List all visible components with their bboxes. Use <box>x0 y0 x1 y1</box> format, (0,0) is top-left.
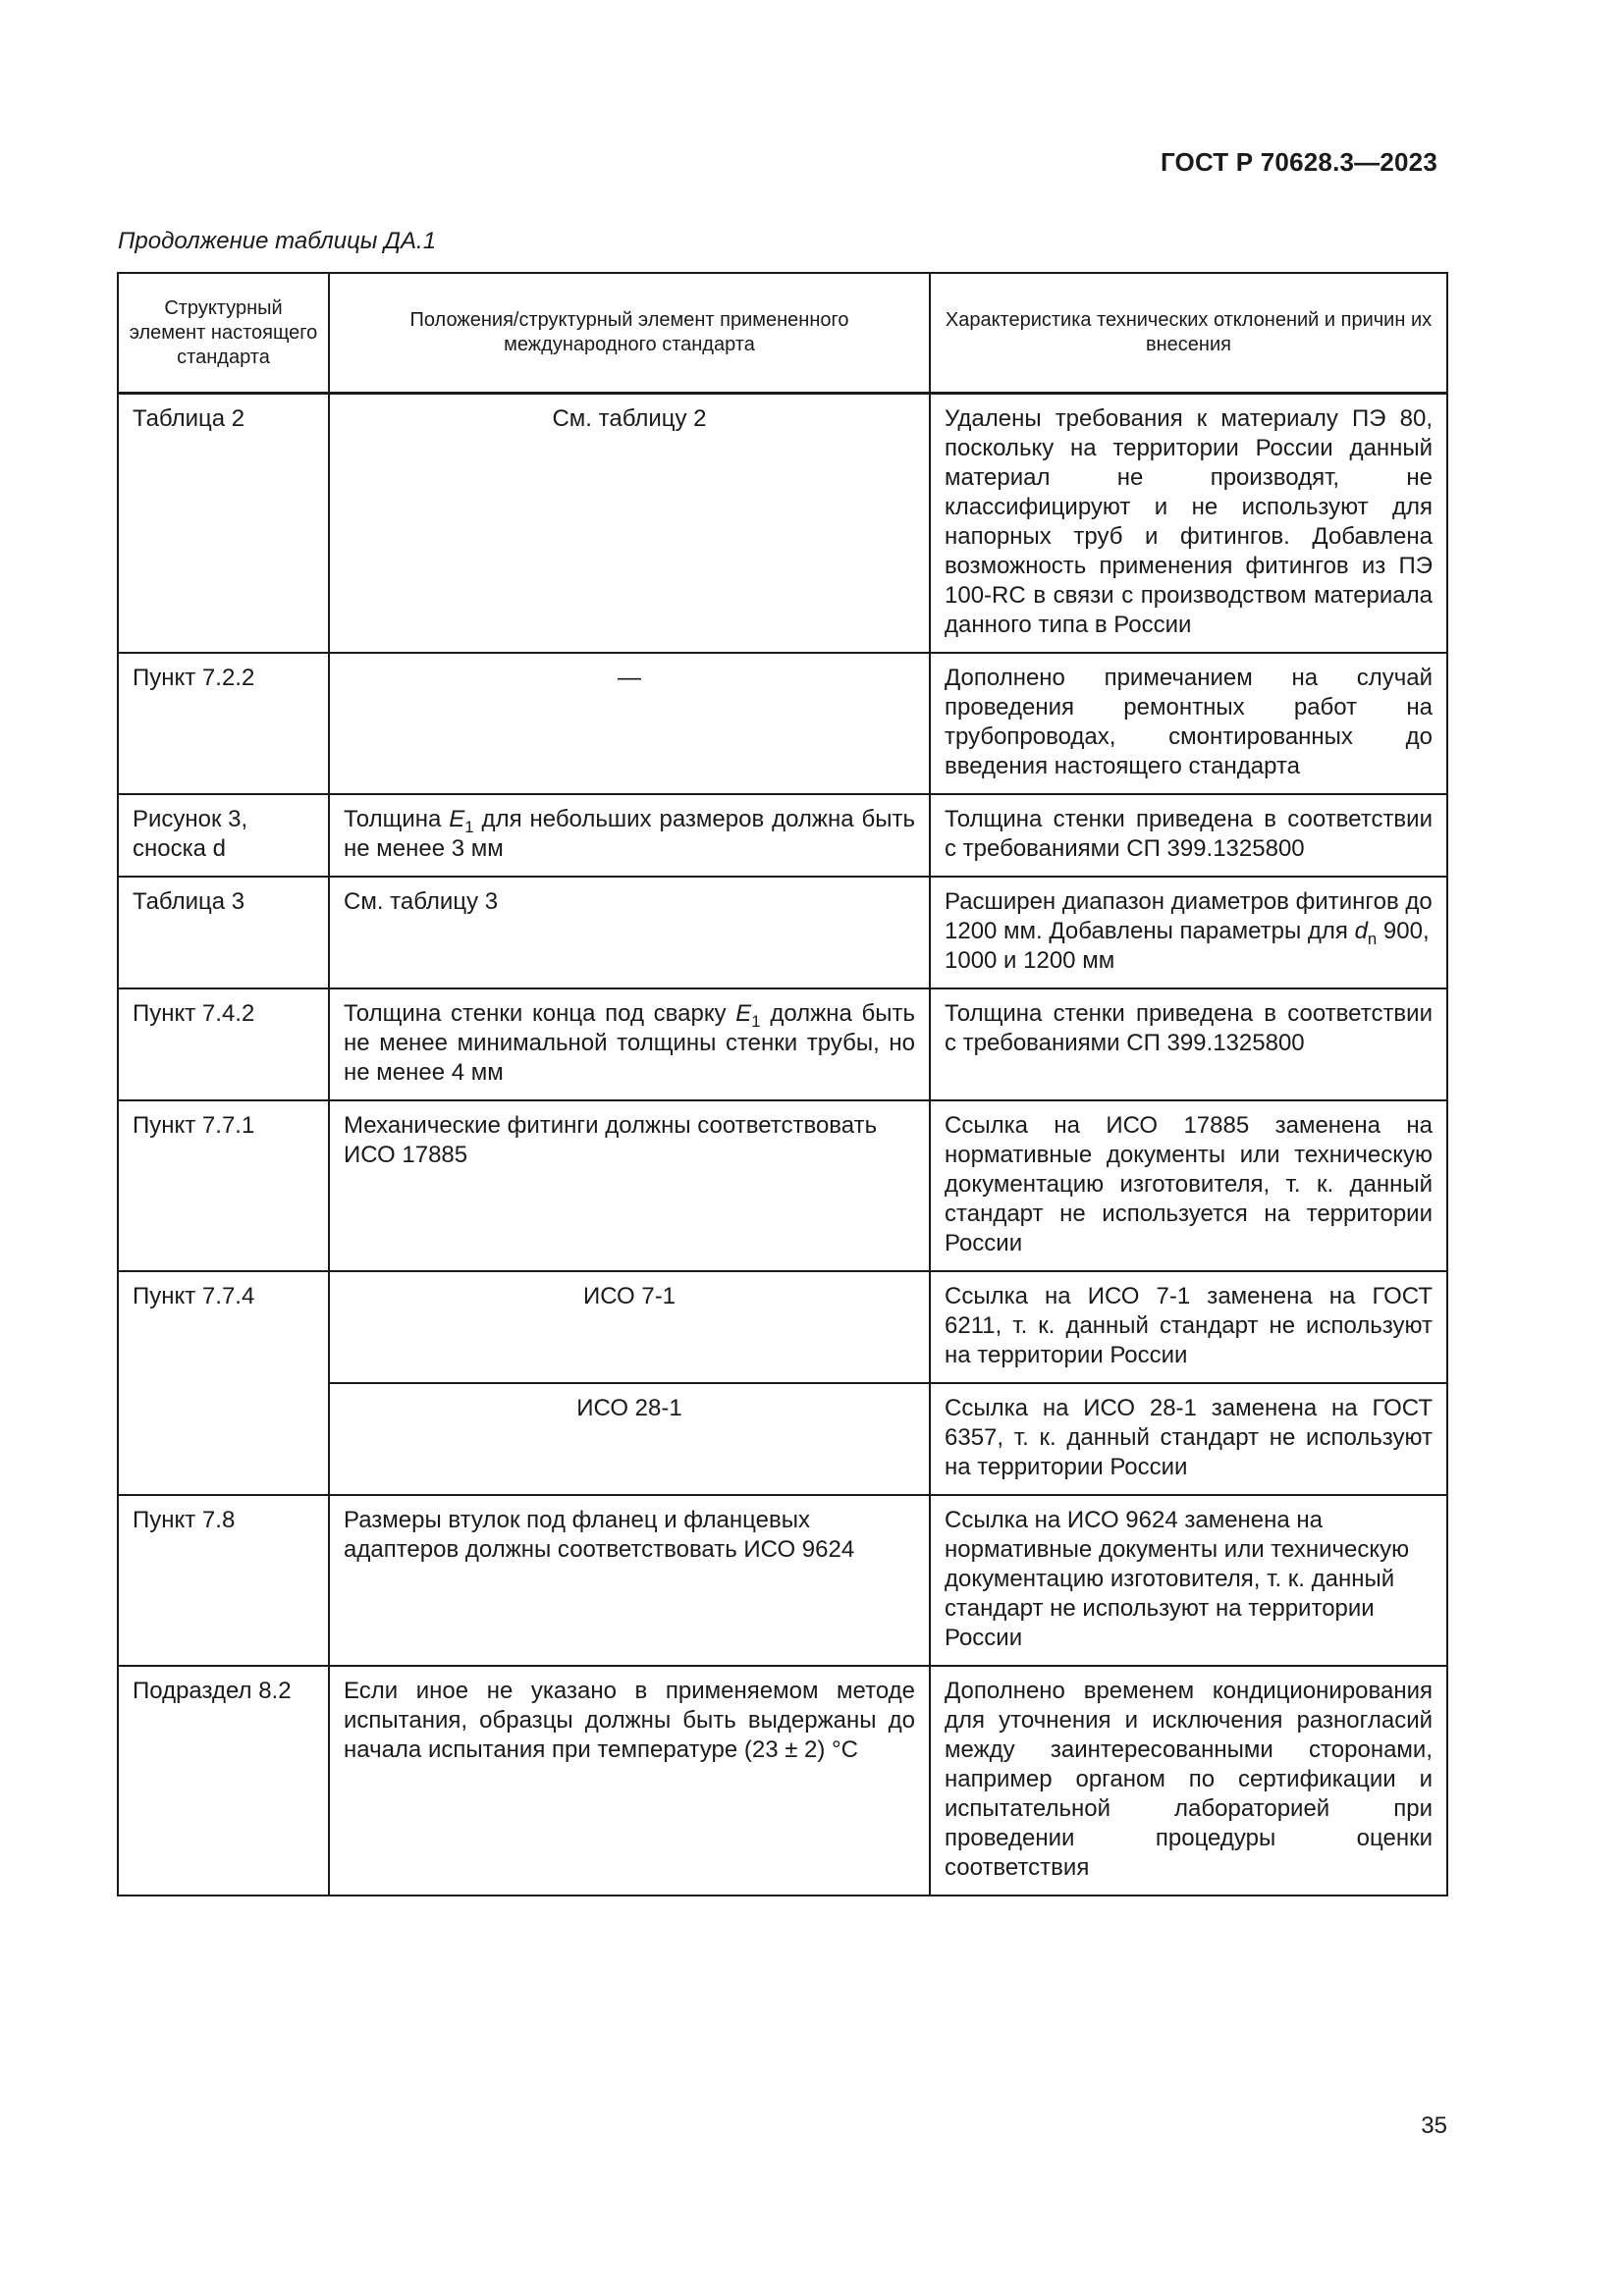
text-fragment: Толщина стенки конца под сварку <box>344 1000 736 1027</box>
table-row <box>118 1495 1447 1666</box>
cell-element: Рисунок 3, сноска d <box>118 794 329 877</box>
cell-provision: См. таблицу 2 <box>329 394 930 654</box>
header-structural-element: Структурный элемент настоящего стандарта <box>118 273 329 394</box>
cell-element: Таблица 3 <box>118 877 329 988</box>
cell-provision <box>329 794 930 877</box>
cell-element: Таблица 2 <box>118 394 329 654</box>
table-header <box>118 273 1447 394</box>
cell-provision: Размеры втулок под фланец и фланцевых адаптеров должны соответствовать ИСО 9624 <box>329 1495 930 1666</box>
symbol-subscript: 1 <box>464 817 474 836</box>
cell-description: Толщина стенки приведена в соответствии с требованиями СП 399.1325800 <box>930 988 1447 1100</box>
cell-description: Толщина стенки приведена в соответствии с требованиями СП 399.1325800 <box>930 794 1447 877</box>
table-row <box>118 1271 1447 1383</box>
symbol-subscript: n <box>1367 929 1378 948</box>
header-international-provision: Положения/структурный элемент примененного международного стандарта <box>329 273 930 394</box>
symbol-variable: E <box>735 1000 752 1027</box>
text-fragment: для небольших размеров должна быть не менее 3 мм <box>344 806 915 862</box>
header-deviation-description: Характеристика технических отклонений и причин их внесения <box>930 273 1447 394</box>
cell-provision: Если иное не указано в применяемом методе испытания, образцы должны быть выдержаны до начала испытания при температуре (23 ± 2) °С <box>329 1666 930 1896</box>
table-body <box>118 394 1447 1896</box>
cell-element: Пункт 7.7.4 <box>118 1271 329 1495</box>
cell-provision: ИСО 7-1 <box>329 1271 930 1383</box>
table-row <box>118 1100 1447 1271</box>
text-fragment: 900, 1000 и 1200 мм <box>945 918 1430 974</box>
table-row <box>118 653 1447 794</box>
cell-provision: — <box>329 653 930 794</box>
cell-element: Пункт 7.8 <box>118 1495 329 1666</box>
table-caption: Продолжение таблицы ДА.1 <box>118 228 437 254</box>
cell-provision: Механические фитинги должны соответствовать ИСО 17885 <box>329 1100 930 1271</box>
table-row <box>118 877 1447 988</box>
cell-description <box>930 877 1447 988</box>
cell-element: Пункт 7.4.2 <box>118 988 329 1100</box>
symbol-variable: d <box>1354 918 1368 944</box>
cell-provision: ИСО 28-1 <box>329 1383 930 1495</box>
page-number: 35 <box>1421 2112 1447 2139</box>
deviations-table <box>117 272 1448 1896</box>
cell-description: Ссылка на ИСО 17885 заменена на нормативные документы или техническую документацию изготовителя, т. к. данный стандарт не используется на территории России <box>930 1100 1447 1271</box>
table-row <box>118 988 1447 1100</box>
table-row <box>118 794 1447 877</box>
text-fragment: Расширен диапазон диаметров фитингов до 1200 мм. Добавлены параметры для <box>945 888 1433 944</box>
table-row <box>118 1666 1447 1896</box>
cell-description: Дополнено временем кондиционирования для уточнения и исключения разногласий между заинтересованными сторонами, например органом по сертификации и испытательной лабораторией при проведении процедуры оценки соответствия <box>930 1666 1447 1896</box>
table-row <box>118 394 1447 654</box>
symbol-subscript: 1 <box>751 1011 761 1031</box>
cell-description: Ссылка на ИСО 28-1 заменена на ГОСТ 6357, т. к. данный стандарт не используют на территории России <box>930 1383 1447 1495</box>
symbol-variable: E <box>449 806 465 832</box>
text-fragment: должна быть не менее минимальной толщины стенки трубы, но не менее 4 мм <box>344 1000 915 1086</box>
text-fragment: Толщина <box>344 806 450 832</box>
cell-description: Ссылка на ИСО 9624 заменена на нормативные документы или техническую документацию изготовителя, т. к. данный стандарт не используют на территории России <box>930 1495 1447 1666</box>
cell-description: Дополнено примечанием на случай проведения ремонтных работ на трубопроводах, смонтированных до введения настоящего стандарта <box>930 653 1447 794</box>
cell-description: Ссылка на ИСО 7-1 заменена на ГОСТ 6211, т. к. данный стандарт не используют на территории России <box>930 1271 1447 1383</box>
cell-provision: См. таблицу 3 <box>329 877 930 988</box>
cell-description: Удалены требования к материалу ПЭ 80, поскольку на территории России данный материал не производят, не классифицируют и не используют для напорных труб и фитингов. Добавлена возможность применения фитингов из ПЭ 100-RC в связи с производством материала данного типа в России <box>930 394 1447 654</box>
cell-element: Подраздел 8.2 <box>118 1666 329 1896</box>
document-code: ГОСТ Р 70628.3—2023 <box>1160 147 1437 177</box>
cell-element: Пункт 7.7.1 <box>118 1100 329 1271</box>
cell-element: Пункт 7.2.2 <box>118 653 329 794</box>
cell-provision <box>329 988 930 1100</box>
